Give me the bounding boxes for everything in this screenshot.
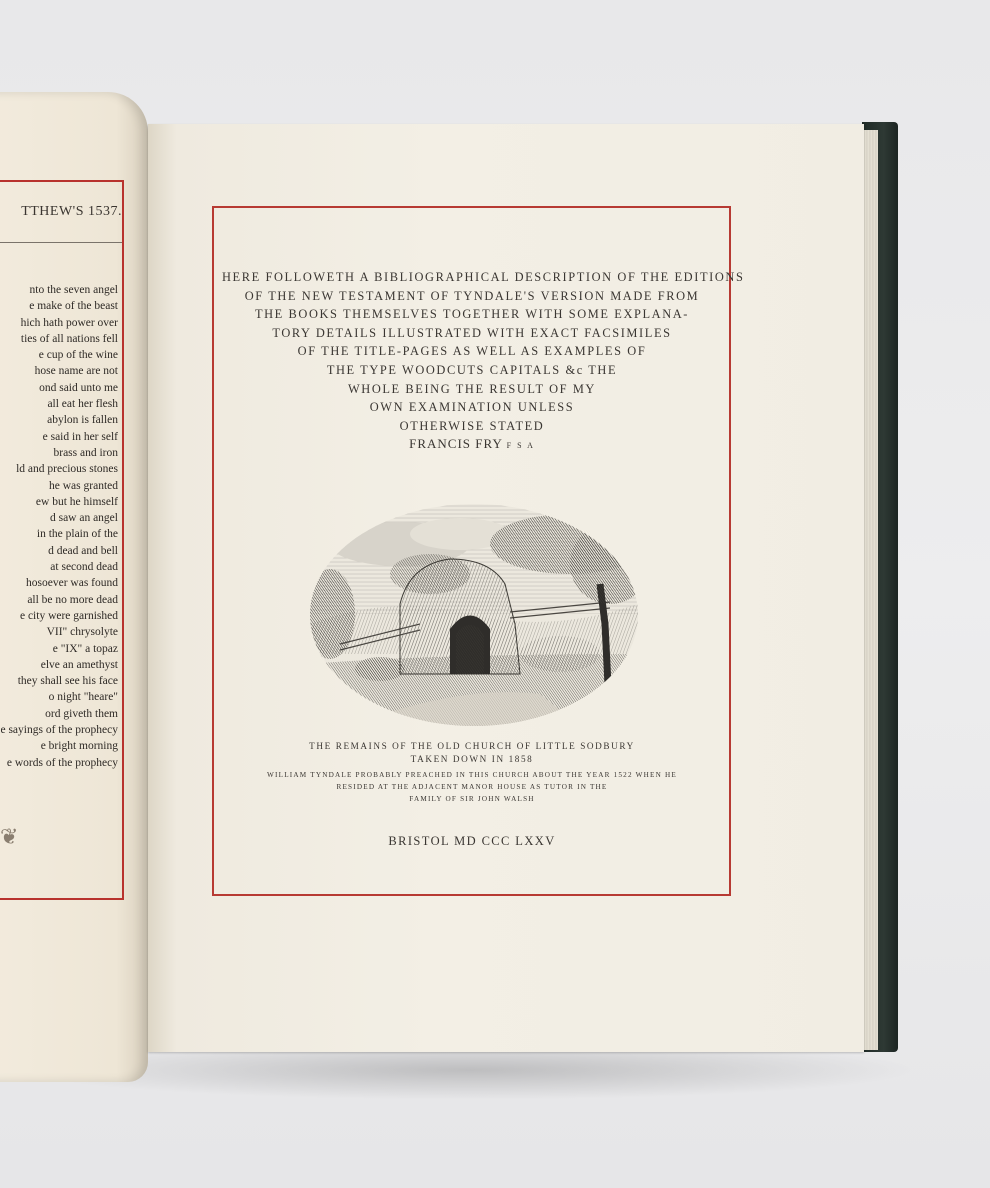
left-page-line: d saw an angel [49, 512, 118, 525]
left-header-rule [0, 242, 122, 243]
author-suffix: F S A [506, 441, 535, 451]
left-page-line: at second dead [50, 561, 118, 574]
left-page-line: VII" chrysolyte [46, 626, 118, 639]
note-line: WILLIAM TYNDALE PROBABLY PREACHED IN THIS CHURCH ABOUT THE YEAR 1522 WHEN HE [267, 771, 677, 779]
caption-line: THE REMAINS OF THE OLD CHURCH OF LITTLE SODBURY [309, 741, 635, 751]
left-page-line: they shall see his face [17, 675, 118, 688]
left-page-line: hose name are not [34, 365, 118, 378]
decorative-initial-icon: ❦ [0, 824, 19, 849]
left-page-line: all be no more dead [27, 593, 118, 606]
left-running-head: TTHEW'S 1537. [21, 204, 122, 219]
left-page-line: e bright morning [40, 740, 118, 753]
title-line: HERE FOLLOWETH A BIBLIOGRAPHICAL DESCRIPTION OF THE EDITIONS [222, 270, 745, 284]
left-page-line: ord giveth them [45, 707, 118, 720]
left-page-line: ld and precious stones [16, 463, 118, 476]
left-page-line: brass and iron [53, 446, 118, 459]
left-page-line: e "IX" a topaz [52, 642, 118, 655]
title-line: WHOLE BEING THE RESULT OF MY [348, 381, 596, 396]
title-line: OF THE NEW TESTAMENT OF TYNDALE'S VERSION MADE FROM [244, 288, 700, 303]
left-page-line: e make of the beast [29, 300, 118, 313]
left-page-line: ties of all nations fell [20, 332, 118, 345]
left-page-line: e sayings of the prophecy [0, 724, 118, 737]
note-line: RESIDED AT THE ADJACENT MANOR HOUSE AS TUTOR IN THE [336, 782, 608, 791]
left-page-line: hosoever was found [26, 577, 118, 590]
left-page-line: hich hath power over [20, 316, 118, 329]
left-page-line: e said in her self [42, 430, 118, 443]
left-page-line: nto the seven angel [29, 284, 118, 296]
caption-line: TAKEN DOWN IN 1858 [410, 754, 534, 764]
engraving-note [222, 770, 722, 805]
left-page-line: e city were garnished [19, 609, 118, 622]
left-page-line: all eat her flesh [47, 398, 118, 411]
author-name: FRANCIS FRY [409, 436, 503, 452]
left-page-line: d dead and bell [48, 544, 118, 557]
imprint-line: BRISTOL MD CCC LXXV [388, 834, 556, 848]
left-page-line: ond said unto me [39, 381, 118, 394]
title-line: TORY DETAILS ILLUSTRATED WITH EXACT FACSIMILES [272, 325, 672, 340]
title-line: OTHERWISE STATED [399, 418, 545, 433]
title-line: THE BOOKS THEMSELVES TOGETHER WITH SOME EXPLANA- [254, 307, 690, 322]
church-ruin-engraving [310, 504, 638, 726]
left-page-line: e cup of the wine [38, 349, 118, 362]
left-page-line: elve an amethyst [40, 658, 118, 671]
left-page-line: he was granted [49, 479, 118, 492]
left-page [0, 92, 148, 1082]
title-line: THE TYPE WOODCUTS CAPITALS &c THE [326, 362, 618, 377]
note-line: FAMILY OF SIR JOHN WALSH [409, 794, 535, 803]
author-line [222, 435, 722, 456]
title-line: OF THE TITLE-PAGES AS WELL AS EXAMPLES OF [297, 344, 647, 359]
left-page-line: in the plain of the [36, 528, 118, 541]
left-page-line: abylon is fallen [47, 414, 118, 427]
title-text-block [222, 268, 745, 456]
title-line: OWN EXAMINATION UNLESS [369, 400, 575, 415]
left-page-line: ew but he himself [35, 495, 118, 508]
left-page-line: e words of the prophecy [6, 756, 118, 769]
left-page-text [0, 282, 118, 771]
left-page-line: o night "heare" [48, 691, 118, 704]
engraving-caption [222, 740, 722, 766]
